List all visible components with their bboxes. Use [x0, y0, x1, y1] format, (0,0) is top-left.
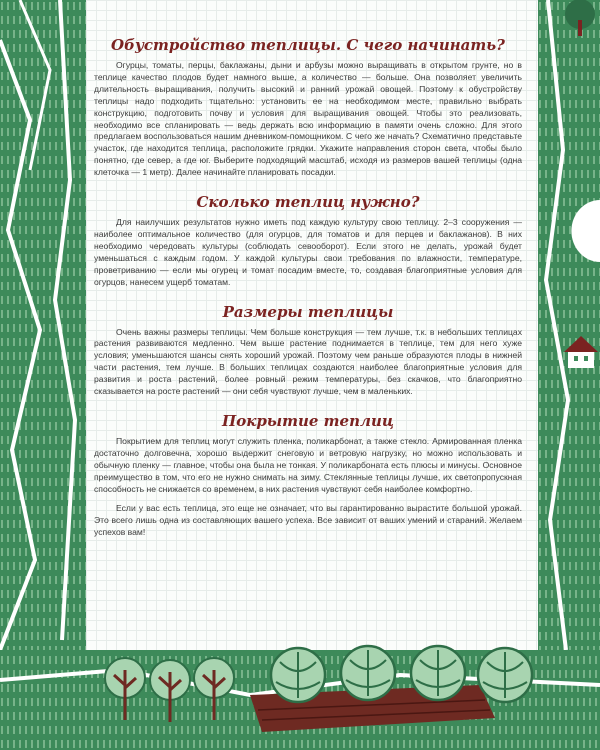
paragraph-cover: Покрытием для теплиц могут служить пленка, поликарбонат, а также стекло. Армированная пленка достаточно долговечна, хорошо выдержит снеговую и ветровую нагрузку, но можно использовать и обычную пленку — главное, чтобы она была не тонкая. У поликарбоната есть плюсы и минусы. Основное преимущество в том, что его не нужно снимать на зиму. Стеклянные теплицы лучше, их светопропускная способность не снижается со временем, в них растения чувствуют себя наиболее комфортно. — [94, 435, 522, 494]
section-heading-cover: Покрытие теплиц — [222, 411, 394, 430]
left-hatch-pattern — [0, 0, 88, 750]
paragraph-conclusion: Если у вас есть теплица, это еще не означает, что вы гарантированно вырастите большой урожай. Это всего лишь одна из составляющих вашего успеха. Все зависит от ваших умений и стараний. Желаем успехов вам! — [94, 503, 522, 538]
cabbage-icon — [341, 646, 395, 700]
section-heading-size: Размеры теплицы — [222, 302, 394, 321]
cabbage-icon — [478, 648, 532, 702]
article — [94, 30, 522, 539]
bottom-garden-illustration — [0, 640, 600, 750]
left-border-decoration — [0, 0, 88, 750]
cabbage-icon — [411, 646, 465, 700]
section-heading-setup: Обустройство теплицы. С чего начинать? — [111, 36, 505, 54]
paragraph-size: Очень важны размеры теплицы. Чем больше конструкция — тем лучше, т.к. в небольших теплицах растения развиваются медленно. Чем выше растение поднимается в теплице, тем для него хуже условия; уменьшаются шансы снять хороший урожай. Поэтому чем раньше образуются плоды в нижней части растения, тем лучше. В больших теплицах создаются наиболее благоприятные условия для развития и роста растений, более ровный режим температуры, без скачков, что благоприятно сказывается на росте растений — они себя чувствуют лучше, чем в маленьких. — [94, 326, 522, 397]
paragraph-count: Для наилучших результатов нужно иметь под каждую культуру свою теплицу. 2–3 сооружения — наиболее оптимальное количество (для огурцов, для томатов и для перцев и баклажанов). В них необходимо чередовать культуры (соблюдать севооборот). Если этого не делать, урожай будет уменьшаться с каждым годом. У каждой культуры свои требования по влажности, температуре, проветриванию — если мы огурец и томат посадим вместе, то, создавая благоприятные условия для огурцов, нанесем ущерб томатам. — [94, 217, 522, 287]
cabbage-icon — [271, 648, 325, 702]
right-hatch-pattern — [538, 0, 600, 750]
paragraph-setup: Огурцы, томаты, перцы, баклажаны, дыни и арбузы можно выращивать в открытом грунте, но в теплице качество плодов будет намного выше, а количество — больше. Она позволяет увеличить длительность выращивания, получить высокий и ранний урожай овощей. Поэтому к обустройству теплицы надо подходить тщательно: установить ее на необходимом месте, правильно выбрать конструкцию, подготовить почву и условия для выращивания овощей. Чтобы это реализовать, необходимо все спланировать — ведь держать всю информацию в памяти очень сложно. Для этого предлагаем воспользоваться нашим дневником-помощником. С чего же начать? Схематично представьте участок, где находится теплица, расположите грядки. Укажите направления сторон света, чтобы было понятно, где север, а где юг. Выберите подходящий масштаб, исходя из размеров вашей теплицы (одна клеточка — 1 метр). Далее начинайте планировать посадки. — [94, 60, 522, 178]
right-border-decoration — [538, 0, 600, 750]
section-heading-count: Сколько теплиц нужно? — [196, 193, 420, 212]
